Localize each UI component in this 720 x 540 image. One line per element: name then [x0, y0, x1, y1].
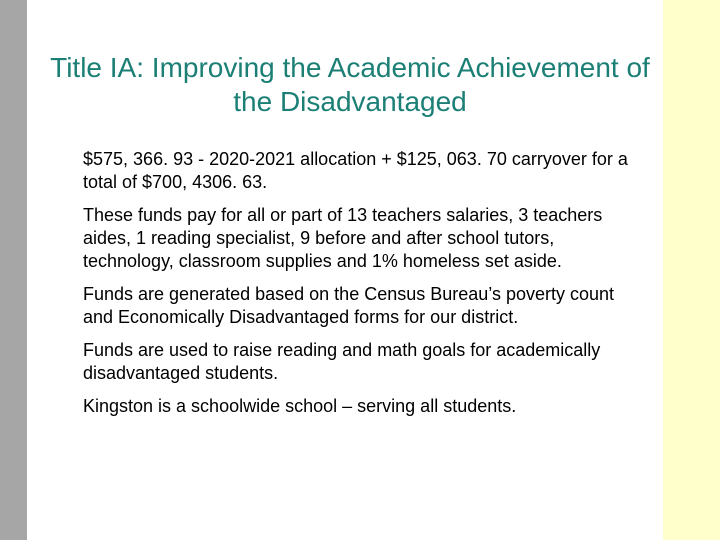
funds-goal-paragraph: Funds are used to raise reading and math goals for academically disadvantaged students.: [83, 340, 601, 383]
left-decorative-bar: [0, 0, 27, 540]
right-decorative-bar: [663, 0, 720, 540]
allocation-paragraph: $575, 366. 93 - 2020-2021 allocation + $125, 063. 70 carryover for a total of $700, 4306. 63.: [83, 149, 628, 192]
funds-usage-paragraph: These funds pay for all or part of 13 teachers salaries, 3 teachers aides, 1 reading specialist, 9 before and after school tutors, technology, classroom supplies and 1% homeless set aside.: [83, 205, 603, 271]
slide-body: [83, 148, 643, 428]
slide-title: Title IA: Improving the Academic Achievement of the Disadvantaged: [50, 52, 650, 117]
schoolwide-paragraph: Kingston is a schoolwide school – serving all students.: [83, 396, 517, 416]
funds-source-paragraph: Funds are generated based on the Census Bureau’s poverty count and Economically Disadvantaged forms for our district.: [83, 284, 615, 327]
